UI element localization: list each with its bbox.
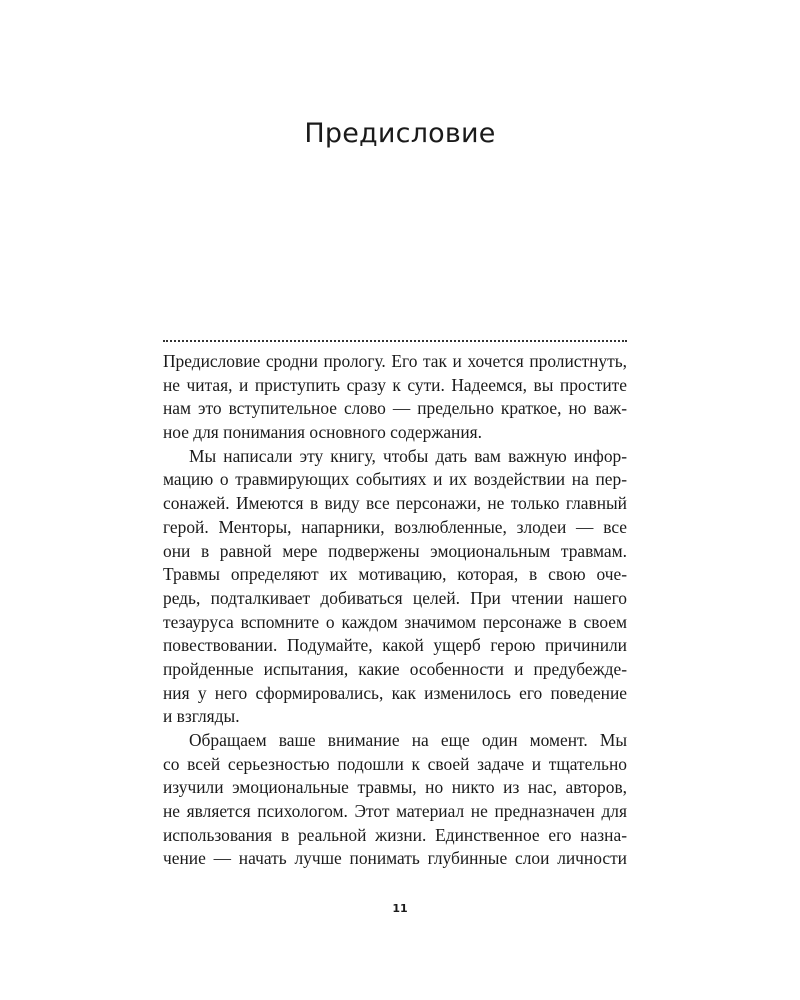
chapter-title: Предисловие xyxy=(304,118,496,149)
text-line: Мы написали эту книгу, чтобы дать вам важную инфор- xyxy=(189,445,627,466)
text-line: тезауруса вспомните о каждом значимом персонаже в своем xyxy=(163,611,627,632)
text-line: Травмы определяют их мотивацию, которая, в свою оче- xyxy=(163,564,627,585)
text-line: Обращаем ваше внимание на еще один момент. Мы xyxy=(189,730,627,750)
text-line: и взгляды. xyxy=(163,706,240,727)
text-line: не читая, и приступить сразу к сути. Надеемся, вы простите xyxy=(163,374,627,395)
text-line: Предисловие сродни прологу. Его так и хочется пролистнуть, xyxy=(163,351,627,371)
text-line: чение — начать лучше понимать глубинные слои личности xyxy=(163,848,627,869)
text-line: редь, подталкивает добиваться целей. При чтении нашего xyxy=(163,587,627,608)
text-line: ния у него сформировались, как изменилось его поведение xyxy=(163,682,627,703)
text-line: со всей серьезностью подошли к своей задаче и тщательно xyxy=(163,753,627,774)
text-line: ное для понимания основного содержания. xyxy=(163,422,483,443)
text-line: использования в реальной жизни. Единственное его назна- xyxy=(163,824,627,845)
text-line: они в равной мере подвержены эмоциональным травмам. xyxy=(163,540,627,561)
page-number: 11 xyxy=(392,902,408,915)
text-line: сонажей. Имеются в виду все персонажи, не только главный xyxy=(163,493,627,514)
text-line: изучили эмоциональные травмы, но никто из нас, авторов, xyxy=(163,777,627,798)
text-line: герой. Менторы, напарники, возлюбленные, злодеи — все xyxy=(163,516,627,537)
dotted-divider xyxy=(163,340,627,342)
text-line: пройденные испытания, какие особенности и предубежде- xyxy=(163,658,627,679)
body-text xyxy=(163,350,627,871)
text-line: нам это вступительное слово — предельно краткое, но важ- xyxy=(163,398,627,419)
text-line: мацию о травмирующих событиях и их воздействии на пер- xyxy=(163,469,627,490)
text-line: не является психологом. Этот материал не предназначен для xyxy=(163,801,627,822)
text-line: повествовании. Подумайте, какой ущерб герою причинили xyxy=(163,635,627,656)
